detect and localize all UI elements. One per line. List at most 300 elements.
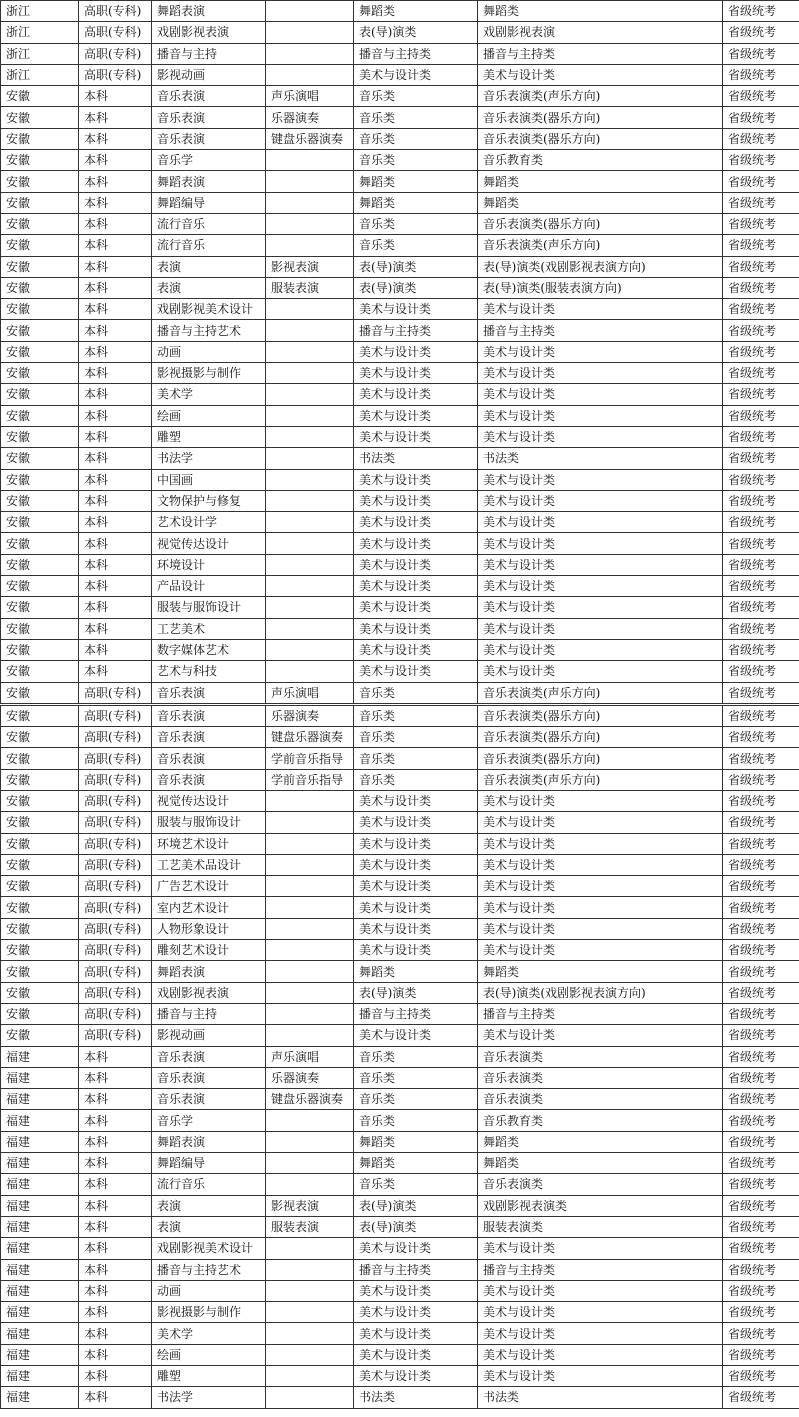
- exam-category-cell: 舞蹈类: [354, 171, 478, 192]
- exam-type-cell: 省级统考: [723, 748, 799, 769]
- level-cell: 本科: [79, 1153, 152, 1174]
- direction-cell: [266, 554, 354, 575]
- direction-cell: [266, 171, 354, 192]
- exam-type-cell: 省级统考: [723, 854, 799, 875]
- direction-cell: [266, 150, 354, 171]
- level-cell: 高职(专科): [79, 982, 152, 1003]
- exam-category-cell: 美术与设计类: [354, 363, 478, 384]
- table-row: [1, 1067, 799, 1088]
- major-cell: 美术学: [152, 384, 266, 405]
- exam-type-cell: 省级统考: [723, 363, 799, 384]
- province-cell: 安徽: [1, 1025, 79, 1046]
- exam-type-cell: 省级统考: [723, 405, 799, 426]
- table-row: [1, 812, 799, 833]
- major-cell: 戏剧影视表演: [152, 982, 266, 1003]
- table-row: [1, 299, 799, 320]
- province-cell: 福建: [1, 1323, 79, 1344]
- table-row: [1, 1046, 799, 1067]
- exam-type-cell: 省级统考: [723, 1344, 799, 1365]
- exam-subcategory-cell: 播音与主持类: [478, 43, 723, 64]
- level-cell: 本科: [79, 192, 152, 213]
- table-row: [1, 639, 799, 660]
- level-cell: 本科: [79, 1195, 152, 1216]
- province-cell: 安徽: [1, 363, 79, 384]
- exam-subcategory-cell: 美术与设计类: [478, 299, 723, 320]
- major-cell: 绘画: [152, 405, 266, 426]
- exam-category-cell: 音乐类: [354, 727, 478, 748]
- exam-subcategory-cell: 美术与设计类: [478, 1323, 723, 1344]
- province-cell: 安徽: [1, 597, 79, 618]
- major-cell: 雕刻艺术设计: [152, 940, 266, 961]
- province-cell: 福建: [1, 1153, 79, 1174]
- exam-type-cell: 省级统考: [723, 1, 799, 22]
- exam-subcategory-cell: 音乐表演类: [478, 1067, 723, 1088]
- exam-category-cell: 播音与主持类: [354, 1259, 478, 1280]
- direction-cell: [266, 897, 354, 918]
- exam-type-cell: 省级统考: [723, 448, 799, 469]
- province-cell: 浙江: [1, 22, 79, 43]
- exam-category-cell: 美术与设计类: [354, 426, 478, 447]
- exam-subcategory-cell: 美术与设计类: [478, 833, 723, 854]
- direction-cell: 乐器演奏: [266, 1067, 354, 1088]
- exam-category-cell: 美术与设计类: [354, 299, 478, 320]
- level-cell: 高职(专科): [79, 727, 152, 748]
- province-cell: 安徽: [1, 213, 79, 234]
- major-cell: 戏剧影视美术设计: [152, 299, 266, 320]
- province-cell: 安徽: [1, 469, 79, 490]
- direction-cell: [266, 299, 354, 320]
- direction-cell: 声乐演唱: [266, 86, 354, 107]
- level-cell: 本科: [79, 1387, 152, 1408]
- table-row: [1, 384, 799, 405]
- exam-category-cell: 播音与主持类: [354, 320, 478, 341]
- level-cell: 高职(专科): [79, 748, 152, 769]
- major-cell: 表演: [152, 1216, 266, 1237]
- direction-cell: [266, 1280, 354, 1301]
- table-row: [1, 1153, 799, 1174]
- province-cell: 安徽: [1, 107, 79, 128]
- major-cell: 戏剧影视美术设计: [152, 1238, 266, 1259]
- table-row: [1, 1323, 799, 1344]
- level-cell: 本科: [79, 554, 152, 575]
- exam-category-cell: 美术与设计类: [354, 512, 478, 533]
- province-cell: 安徽: [1, 277, 79, 298]
- direction-cell: [266, 940, 354, 961]
- exam-type-cell: 省级统考: [723, 235, 799, 256]
- exam-category-cell: 美术与设计类: [354, 341, 478, 362]
- major-cell: 雕塑: [152, 1366, 266, 1387]
- direction-cell: [266, 876, 354, 897]
- direction-cell: [266, 597, 354, 618]
- major-cell: 音乐表演: [152, 86, 266, 107]
- province-cell: 安徽: [1, 704, 79, 726]
- exam-category-cell: 音乐类: [354, 1067, 478, 1088]
- province-cell: 福建: [1, 1387, 79, 1408]
- level-cell: 本科: [79, 533, 152, 554]
- table-row: [1, 128, 799, 149]
- exam-category-cell: 舞蹈类: [354, 1131, 478, 1152]
- exam-subcategory-cell: 播音与主持类: [478, 1259, 723, 1280]
- major-cell: 艺术设计学: [152, 512, 266, 533]
- major-cell: 播音与主持艺术: [152, 1259, 266, 1280]
- major-cell: 服装与服饰设计: [152, 597, 266, 618]
- table-row: [1, 876, 799, 897]
- exam-category-cell: 音乐类: [354, 1110, 478, 1131]
- direction-cell: [266, 341, 354, 362]
- exam-subcategory-cell: 美术与设计类: [478, 876, 723, 897]
- level-cell: 本科: [79, 320, 152, 341]
- level-cell: 本科: [79, 1131, 152, 1152]
- exam-subcategory-cell: 戏剧影视表演类: [478, 1195, 723, 1216]
- exam-type-cell: 省级统考: [723, 1110, 799, 1131]
- table-row: [1, 704, 799, 726]
- table-row: [1, 341, 799, 362]
- table-row: [1, 1302, 799, 1323]
- table-row: [1, 43, 799, 64]
- exam-category-cell: 美术与设计类: [354, 469, 478, 490]
- exam-subcategory-cell: 美术与设计类: [478, 812, 723, 833]
- table-row: [1, 171, 799, 192]
- major-cell: 美术学: [152, 1323, 266, 1344]
- exam-category-cell: 音乐类: [354, 748, 478, 769]
- table-row: [1, 363, 799, 384]
- table-row: [1, 1131, 799, 1152]
- direction-cell: [266, 43, 354, 64]
- exam-category-cell: 音乐类: [354, 1089, 478, 1110]
- major-cell: 音乐表演: [152, 1067, 266, 1088]
- direction-cell: [266, 576, 354, 597]
- table-row: [1, 1216, 799, 1237]
- province-cell: 安徽: [1, 769, 79, 790]
- exam-subcategory-cell: 美术与设计类: [478, 341, 723, 362]
- major-cell: 环境艺术设计: [152, 833, 266, 854]
- table-row: [1, 490, 799, 511]
- direction-cell: 声乐演唱: [266, 1046, 354, 1067]
- major-cell: 音乐表演: [152, 704, 266, 726]
- exam-type-cell: 省级统考: [723, 213, 799, 234]
- exam-category-cell: 美术与设计类: [354, 940, 478, 961]
- exam-category-cell: 美术与设计类: [354, 384, 478, 405]
- direction-cell: 服装表演: [266, 1216, 354, 1237]
- exam-type-cell: 省级统考: [723, 639, 799, 660]
- table-row: [1, 618, 799, 639]
- exam-type-cell: 省级统考: [723, 1067, 799, 1088]
- direction-cell: [266, 490, 354, 511]
- major-cell: 工艺美术: [152, 618, 266, 639]
- province-cell: 安徽: [1, 618, 79, 639]
- exam-category-cell: 美术与设计类: [354, 918, 478, 939]
- level-cell: 高职(专科): [79, 1, 152, 22]
- province-cell: 安徽: [1, 405, 79, 426]
- exam-type-cell: 省级统考: [723, 897, 799, 918]
- level-cell: 本科: [79, 256, 152, 277]
- direction-cell: 键盘乐器演奏: [266, 1089, 354, 1110]
- major-cell: 文物保护与修复: [152, 490, 266, 511]
- exam-subcategory-cell: 美术与设计类: [478, 490, 723, 511]
- table-row: [1, 833, 799, 854]
- major-cell: 数字媒体艺术: [152, 639, 266, 660]
- province-cell: 安徽: [1, 490, 79, 511]
- table-row: [1, 426, 799, 447]
- table-row: [1, 1387, 799, 1408]
- table-row: [1, 961, 799, 982]
- exam-subcategory-cell: 舞蹈类: [478, 1131, 723, 1152]
- exam-subcategory-cell: 舞蹈类: [478, 192, 723, 213]
- direction-cell: [266, 22, 354, 43]
- direction-cell: [266, 618, 354, 639]
- province-cell: 安徽: [1, 448, 79, 469]
- exam-category-cell: 美术与设计类: [354, 639, 478, 660]
- exam-subcategory-cell: 音乐表演类: [478, 1174, 723, 1195]
- province-cell: 安徽: [1, 748, 79, 769]
- exam-type-cell: 省级统考: [723, 1174, 799, 1195]
- exam-category-cell: 音乐类: [354, 1174, 478, 1195]
- direction-cell: [266, 812, 354, 833]
- table-row: [1, 1195, 799, 1216]
- exam-subcategory-cell: 表(导)演类(服装表演方向): [478, 277, 723, 298]
- direction-cell: [266, 320, 354, 341]
- exam-type-cell: 省级统考: [723, 299, 799, 320]
- exam-category-cell: 舞蹈类: [354, 961, 478, 982]
- level-cell: 本科: [79, 277, 152, 298]
- table-row: [1, 22, 799, 43]
- direction-cell: [266, 1025, 354, 1046]
- major-cell: 艺术与科技: [152, 661, 266, 682]
- major-cell: 表演: [152, 277, 266, 298]
- exam-category-cell: 美术与设计类: [354, 1366, 478, 1387]
- province-cell: 福建: [1, 1280, 79, 1301]
- direction-cell: [266, 1, 354, 22]
- exam-type-cell: 省级统考: [723, 790, 799, 811]
- direction-cell: [266, 1238, 354, 1259]
- province-cell: 安徽: [1, 512, 79, 533]
- direction-cell: [266, 1153, 354, 1174]
- exam-category-cell: 表(导)演类: [354, 1216, 478, 1237]
- table-row: [1, 150, 799, 171]
- exam-subcategory-cell: 美术与设计类: [478, 1302, 723, 1323]
- province-cell: 安徽: [1, 833, 79, 854]
- exam-type-cell: 省级统考: [723, 171, 799, 192]
- level-cell: 本科: [79, 128, 152, 149]
- direction-cell: [266, 384, 354, 405]
- exam-type-cell: 省级统考: [723, 1089, 799, 1110]
- exam-type-cell: 省级统考: [723, 1387, 799, 1408]
- exam-category-cell: 美术与设计类: [354, 1280, 478, 1301]
- exam-type-cell: 省级统考: [723, 192, 799, 213]
- major-cell: 音乐表演: [152, 682, 266, 704]
- province-cell: 福建: [1, 1238, 79, 1259]
- level-cell: 本科: [79, 299, 152, 320]
- major-cell: 视觉传达设计: [152, 533, 266, 554]
- direction-cell: [266, 405, 354, 426]
- level-cell: 本科: [79, 512, 152, 533]
- level-cell: 高职(专科): [79, 22, 152, 43]
- table-row: [1, 512, 799, 533]
- table-row: [1, 86, 799, 107]
- level-cell: 本科: [79, 86, 152, 107]
- exam-subcategory-cell: 美术与设计类: [478, 1344, 723, 1365]
- province-cell: 安徽: [1, 299, 79, 320]
- exam-subcategory-cell: 音乐教育类: [478, 150, 723, 171]
- exam-category-cell: 音乐类: [354, 1046, 478, 1067]
- province-cell: 安徽: [1, 639, 79, 660]
- level-cell: 高职(专科): [79, 833, 152, 854]
- major-cell: 舞蹈表演: [152, 961, 266, 982]
- major-cell: 戏剧影视表演: [152, 22, 266, 43]
- major-cell: 影视摄影与制作: [152, 1302, 266, 1323]
- major-cell: 产品设计: [152, 576, 266, 597]
- level-cell: 高职(专科): [79, 682, 152, 704]
- exam-subcategory-cell: 音乐表演类(器乐方向): [478, 704, 723, 726]
- province-cell: 安徽: [1, 961, 79, 982]
- major-cell: 人物形象设计: [152, 918, 266, 939]
- province-cell: 安徽: [1, 982, 79, 1003]
- province-cell: 安徽: [1, 128, 79, 149]
- exam-type-cell: 省级统考: [723, 661, 799, 682]
- exam-subcategory-cell: 音乐表演类: [478, 1089, 723, 1110]
- exam-category-cell: 美术与设计类: [354, 554, 478, 575]
- exam-subcategory-cell: 美术与设计类: [478, 426, 723, 447]
- exam-category-cell: 美术与设计类: [354, 576, 478, 597]
- level-cell: 本科: [79, 1089, 152, 1110]
- province-cell: 浙江: [1, 64, 79, 85]
- direction-cell: [266, 448, 354, 469]
- direction-cell: [266, 1344, 354, 1365]
- exam-subcategory-cell: 表(导)演类(戏剧影视表演方向): [478, 982, 723, 1003]
- exam-type-cell: 省级统考: [723, 150, 799, 171]
- province-cell: 安徽: [1, 533, 79, 554]
- province-cell: 安徽: [1, 876, 79, 897]
- table-row: [1, 1259, 799, 1280]
- exam-type-cell: 省级统考: [723, 426, 799, 447]
- exam-subcategory-cell: 美术与设计类: [478, 1280, 723, 1301]
- direction-cell: [266, 533, 354, 554]
- exam-subcategory-cell: 服装表演类: [478, 1216, 723, 1237]
- exam-category-cell: 舞蹈类: [354, 1153, 478, 1174]
- table-row: [1, 1089, 799, 1110]
- exam-subcategory-cell: 美术与设计类: [478, 1025, 723, 1046]
- province-cell: 福建: [1, 1110, 79, 1131]
- table-row: [1, 790, 799, 811]
- major-cell: 音乐表演: [152, 1046, 266, 1067]
- province-cell: 安徽: [1, 341, 79, 362]
- major-cell: 播音与主持: [152, 43, 266, 64]
- major-cell: 广告艺术设计: [152, 876, 266, 897]
- major-cell: 音乐表演: [152, 1089, 266, 1110]
- level-cell: 本科: [79, 469, 152, 490]
- level-cell: 本科: [79, 384, 152, 405]
- exam-type-cell: 省级统考: [723, 1003, 799, 1024]
- direction-cell: [266, 982, 354, 1003]
- exam-type-cell: 省级统考: [723, 682, 799, 704]
- major-cell: 流行音乐: [152, 1174, 266, 1195]
- province-cell: 安徽: [1, 426, 79, 447]
- major-cell: 音乐表演: [152, 769, 266, 790]
- direction-cell: 学前音乐指导: [266, 769, 354, 790]
- province-cell: 福建: [1, 1046, 79, 1067]
- exam-category-cell: 播音与主持类: [354, 1003, 478, 1024]
- exam-category-cell: 表(导)演类: [354, 256, 478, 277]
- exam-category-cell: 音乐类: [354, 769, 478, 790]
- province-cell: 福建: [1, 1131, 79, 1152]
- exam-type-cell: 省级统考: [723, 512, 799, 533]
- direction-cell: [266, 961, 354, 982]
- exam-type-cell: 省级统考: [723, 1025, 799, 1046]
- direction-cell: [266, 790, 354, 811]
- table-row: [1, 213, 799, 234]
- level-cell: 本科: [79, 1216, 152, 1237]
- level-cell: 高职(专科): [79, 1003, 152, 1024]
- level-cell: 本科: [79, 235, 152, 256]
- exam-category-cell: 美术与设计类: [354, 490, 478, 511]
- exam-category-cell: 美术与设计类: [354, 790, 478, 811]
- direction-cell: [266, 1323, 354, 1344]
- exam-subcategory-cell: 音乐表演类(声乐方向): [478, 682, 723, 704]
- direction-cell: [266, 235, 354, 256]
- exam-subcategory-cell: 美术与设计类: [478, 618, 723, 639]
- exam-type-cell: 省级统考: [723, 469, 799, 490]
- exam-subcategory-cell: 戏剧影视表演: [478, 22, 723, 43]
- level-cell: 本科: [79, 363, 152, 384]
- exam-category-cell: 音乐类: [354, 704, 478, 726]
- exam-category-cell: 美术与设计类: [354, 854, 478, 875]
- table-row: [1, 597, 799, 618]
- major-cell: 书法学: [152, 1387, 266, 1408]
- level-cell: 本科: [79, 405, 152, 426]
- province-cell: 福建: [1, 1089, 79, 1110]
- exam-subcategory-cell: 美术与设计类: [478, 854, 723, 875]
- table-row: [1, 748, 799, 769]
- exam-subcategory-cell: 音乐表演类(声乐方向): [478, 235, 723, 256]
- level-cell: 本科: [79, 107, 152, 128]
- major-cell: 雕塑: [152, 426, 266, 447]
- exam-category-cell: 表(导)演类: [354, 982, 478, 1003]
- province-cell: 安徽: [1, 812, 79, 833]
- direction-cell: [266, 1387, 354, 1408]
- direction-cell: 声乐演唱: [266, 682, 354, 704]
- exam-category-cell: 音乐类: [354, 213, 478, 234]
- exam-subcategory-cell: 美术与设计类: [478, 469, 723, 490]
- level-cell: 本科: [79, 490, 152, 511]
- table-row: [1, 469, 799, 490]
- level-cell: 本科: [79, 1046, 152, 1067]
- province-cell: 安徽: [1, 86, 79, 107]
- exam-type-cell: 省级统考: [723, 1046, 799, 1067]
- exam-subcategory-cell: 音乐表演类(器乐方向): [478, 213, 723, 234]
- exam-category-cell: 美术与设计类: [354, 597, 478, 618]
- direction-cell: 影视表演: [266, 1195, 354, 1216]
- level-cell: 高职(专科): [79, 940, 152, 961]
- level-cell: 高职(专科): [79, 64, 152, 85]
- table-row: [1, 405, 799, 426]
- exam-type-cell: 省级统考: [723, 1216, 799, 1237]
- table-row: [1, 192, 799, 213]
- table-row: [1, 64, 799, 85]
- level-cell: 本科: [79, 1323, 152, 1344]
- table-row: [1, 727, 799, 748]
- level-cell: 高职(专科): [79, 854, 152, 875]
- major-cell: 音乐表演: [152, 128, 266, 149]
- exam-type-cell: 省级统考: [723, 43, 799, 64]
- exam-subcategory-cell: 美术与设计类: [478, 64, 723, 85]
- province-cell: 福建: [1, 1259, 79, 1280]
- direction-cell: [266, 426, 354, 447]
- major-cell: 流行音乐: [152, 235, 266, 256]
- province-cell: 安徽: [1, 576, 79, 597]
- exam-type-cell: 省级统考: [723, 1153, 799, 1174]
- exam-subcategory-cell: 美术与设计类: [478, 405, 723, 426]
- exam-subcategory-cell: 美术与设计类: [478, 940, 723, 961]
